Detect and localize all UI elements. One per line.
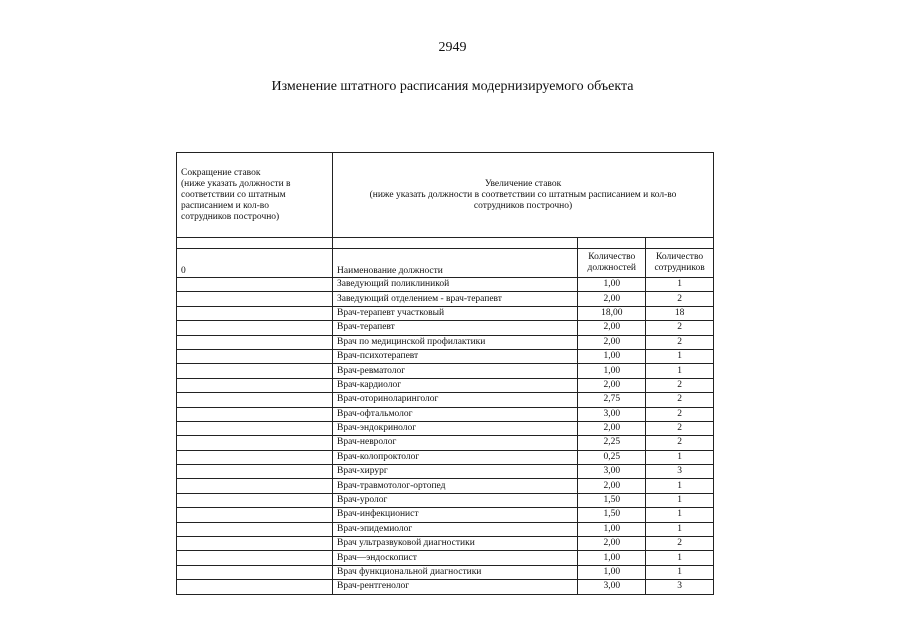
position-name-cell: Врач-инфекционист — [333, 508, 578, 522]
table-row — [177, 522, 714, 536]
reduction-header-line: Сокращение ставок — [181, 167, 261, 178]
increase-header — [333, 153, 714, 238]
position-name-cell: Врач-кардиолог — [333, 378, 578, 392]
reduction-cell — [177, 407, 333, 421]
increase-header-line: Увеличение ставок — [484, 178, 562, 189]
staff-count-cell: 2 — [646, 393, 714, 407]
reduction-cell — [177, 508, 333, 522]
staffing-table — [176, 152, 714, 595]
reduction-header-line: соответствии со штатным — [181, 189, 286, 200]
empty-cell — [578, 238, 646, 249]
reduction-cell — [177, 465, 333, 479]
position-name-cell: Заведующий поликлиникой — [333, 278, 578, 292]
positions-count-cell: 1,00 — [578, 278, 646, 292]
table-row — [177, 349, 714, 363]
reduction-cell — [177, 393, 333, 407]
reduction-cell — [177, 493, 333, 507]
staff-count-cell: 1 — [646, 278, 714, 292]
staff-count-cell: 2 — [646, 335, 714, 349]
reduction-cell — [177, 479, 333, 493]
positions-count-cell: 18,00 — [578, 306, 646, 320]
reduction-cell — [177, 378, 333, 392]
table-row — [177, 565, 714, 579]
reduction-cell — [177, 421, 333, 435]
reduction-cell — [177, 565, 333, 579]
reduction-cell — [177, 321, 333, 335]
reduction-header-line: сотрудников построчно) — [181, 211, 280, 222]
reduction-cell — [177, 522, 333, 536]
table-row — [177, 537, 714, 551]
reduction-value: 0 — [177, 249, 333, 278]
positions-count-cell: 2,75 — [578, 393, 646, 407]
positions-count-cell: 1,00 — [578, 551, 646, 565]
positions-count-cell: 1,50 — [578, 508, 646, 522]
reduction-cell — [177, 364, 333, 378]
table-row — [177, 580, 714, 594]
staff-count-cell: 1 — [646, 493, 714, 507]
staff-count-cell: 2 — [646, 378, 714, 392]
positions-count-cell: 1,00 — [578, 565, 646, 579]
positions-count-cell: 2,25 — [578, 436, 646, 450]
staff-count-cell: 1 — [646, 364, 714, 378]
col-header-line: Количество — [588, 252, 636, 262]
staff-count-cell: 2 — [646, 407, 714, 421]
page-number: 2949 — [438, 40, 467, 55]
empty-cell — [333, 238, 578, 249]
reduction-cell — [177, 436, 333, 450]
position-name-cell: Врач-эпидемиолог — [333, 522, 578, 536]
staff-count-cell: 2 — [646, 292, 714, 306]
staff-count-cell: 18 — [646, 306, 714, 320]
position-name-cell: Врач-колопроктолог — [333, 450, 578, 464]
table-row — [177, 407, 714, 421]
position-name-cell: Врач по медицинской профилактики — [333, 335, 578, 349]
col-header-position: Наименование должности — [333, 249, 578, 278]
table-row — [177, 421, 714, 435]
reduction-cell — [177, 335, 333, 349]
position-name-cell: Врач-невролог — [333, 436, 578, 450]
position-name-cell: Врач-ревматолог — [333, 364, 578, 378]
positions-count-cell: 3,00 — [578, 580, 646, 594]
positions-count-cell: 3,00 — [578, 465, 646, 479]
table-row — [177, 321, 714, 335]
empty-cell — [646, 238, 714, 249]
staff-count-cell: 1 — [646, 479, 714, 493]
table-row — [177, 551, 714, 565]
col-header-positions-count — [578, 249, 646, 278]
position-name-cell: Врач-хирург — [333, 465, 578, 479]
positions-count-cell: 2,00 — [578, 537, 646, 551]
positions-count-cell: 2,00 — [578, 378, 646, 392]
col-header-line: Количество — [656, 252, 704, 262]
column-header-row — [177, 249, 714, 278]
positions-count-cell: 1,00 — [578, 364, 646, 378]
positions-count-cell: 2,00 — [578, 292, 646, 306]
reduction-cell — [177, 278, 333, 292]
table-row — [177, 292, 714, 306]
staff-count-cell: 3 — [646, 580, 714, 594]
empty-cell — [177, 238, 333, 249]
table-row — [177, 465, 714, 479]
position-name-cell: Врач функциональной диагностики — [333, 565, 578, 579]
table-row — [177, 450, 714, 464]
positions-count-cell: 2,00 — [578, 421, 646, 435]
reduction-header — [177, 153, 333, 238]
positions-count-cell: 1,50 — [578, 493, 646, 507]
increase-header-line: сотрудников построчно) — [473, 200, 573, 211]
col-header-line: сотрудников — [654, 263, 705, 273]
table-row — [177, 364, 714, 378]
staff-count-cell: 2 — [646, 421, 714, 435]
position-name-cell: Врач-психотерапевт — [333, 349, 578, 363]
position-name-cell: Заведующий отделением - врач-терапевт — [333, 292, 578, 306]
staff-count-cell: 1 — [646, 522, 714, 536]
position-name-cell: Врач ультразвуковой диагностики — [333, 537, 578, 551]
table-row — [177, 493, 714, 507]
table-row — [177, 508, 714, 522]
table-row — [177, 479, 714, 493]
reduction-header-line: расписанием и кол-во — [181, 200, 269, 211]
position-name-cell: Врач-терапевт участковый — [333, 306, 578, 320]
positions-count-cell: 2,00 — [578, 479, 646, 493]
col-header-staff-count — [646, 249, 714, 278]
increase-header-line: (ниже указать должности в соответствии со штатным расписанием и кол-во — [369, 189, 677, 200]
table-row — [177, 306, 714, 320]
position-name-cell: Врач-оториноларинголог — [333, 393, 578, 407]
table-row — [177, 278, 714, 292]
reduction-cell — [177, 537, 333, 551]
table-row — [177, 335, 714, 349]
position-name-cell: Врач-терапевт — [333, 321, 578, 335]
staff-count-cell: 2 — [646, 436, 714, 450]
staff-count-cell: 1 — [646, 450, 714, 464]
positions-count-cell: 2,00 — [578, 321, 646, 335]
position-name-cell: Врач-рентгенолог — [333, 580, 578, 594]
table-row — [177, 378, 714, 392]
position-name-cell: Врач-офтальмолог — [333, 407, 578, 421]
positions-count-cell: 0,25 — [578, 450, 646, 464]
document-title: Изменение штатного расписания модернизируемого объекта — [271, 79, 634, 94]
table-row — [177, 436, 714, 450]
reduction-cell — [177, 292, 333, 306]
position-name-cell: Врач—эндоскопист — [333, 551, 578, 565]
reduction-cell — [177, 306, 333, 320]
reduction-cell — [177, 551, 333, 565]
position-name-cell: Врач-эндокринолог — [333, 421, 578, 435]
table-header-row — [177, 153, 714, 238]
staff-count-cell: 2 — [646, 537, 714, 551]
position-name-cell: Врач-травмотолог-ортопед — [333, 479, 578, 493]
position-name-cell: Врач-уролог — [333, 493, 578, 507]
positions-count-cell: 1,00 — [578, 522, 646, 536]
positions-count-cell: 3,00 — [578, 407, 646, 421]
staff-count-cell: 3 — [646, 465, 714, 479]
reduction-cell — [177, 349, 333, 363]
staff-count-cell: 1 — [646, 565, 714, 579]
positions-count-cell: 2,00 — [578, 335, 646, 349]
table-row — [177, 393, 714, 407]
reduction-cell — [177, 450, 333, 464]
reduction-header-line: (ниже указать должности в — [181, 178, 291, 189]
spacer-row — [177, 238, 714, 249]
positions-count-cell: 1,00 — [578, 349, 646, 363]
col-header-line: должностей — [587, 263, 637, 273]
staff-count-cell: 1 — [646, 551, 714, 565]
staff-count-cell: 1 — [646, 349, 714, 363]
reduction-cell — [177, 580, 333, 594]
staff-count-cell: 2 — [646, 321, 714, 335]
staff-count-cell: 1 — [646, 508, 714, 522]
